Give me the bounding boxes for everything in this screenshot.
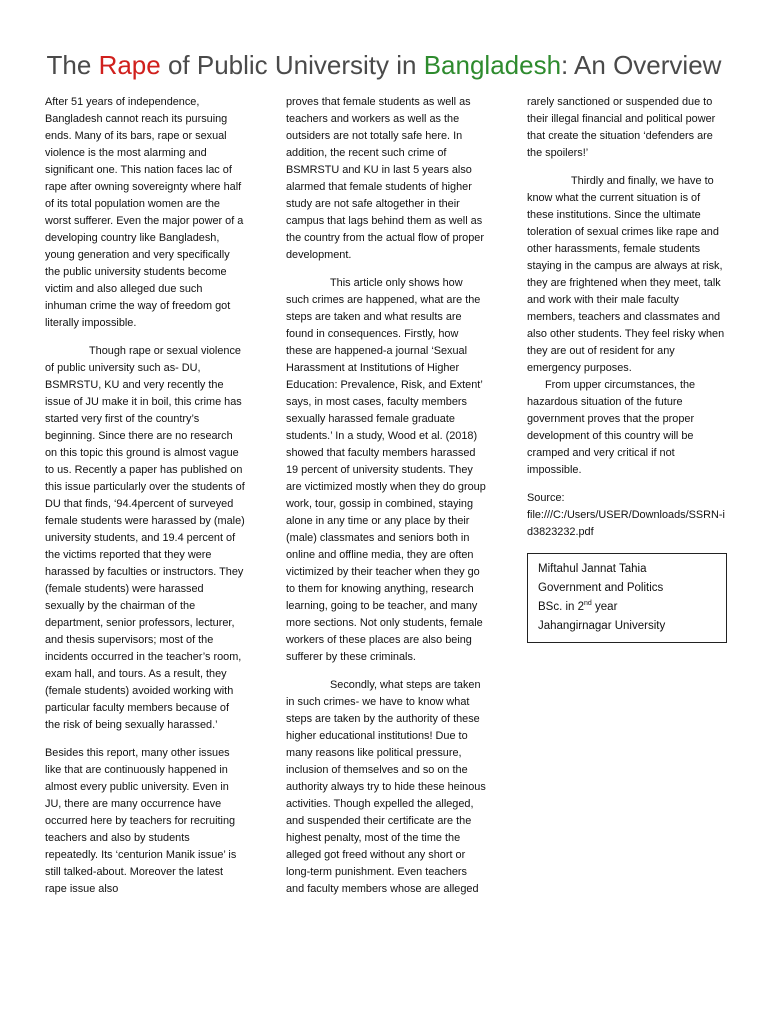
author-year <box>538 598 716 617</box>
title-part-the: The <box>46 50 99 80</box>
author-department: Government and Politics <box>538 582 664 594</box>
article-title <box>0 50 768 81</box>
paragraph-current-situation: Thirdly and finally, we have to know what the current situation is of these institutions. Since the ultimate toleration of sexual crimes like rape and other harassments, female students staying in the campus are always at risk, they are frightened when they meet, talk and work with their male faculty members, teachers and classmates and also other students. They feel risky when they are out of resident for any emergency purposes. <box>527 175 725 374</box>
source-label: Source: <box>527 492 565 504</box>
source-path: file:///C:/Users/USER/Downloads/SSRN-id3823232.pdf <box>527 509 725 538</box>
source-citation <box>527 490 727 541</box>
author-year-suffix: year <box>591 601 618 613</box>
paragraph-intro: After 51 years of independence, Bangladesh cannot reach its pursuing ends. Many of its bars, rape or sexual violence is the most alarming and significant one. This nation faces lac of rape after owning sovereignty where half of its total population women are the worst sufferer. Even the major power of a developing country like Bangladesh, young generation and very specifically the public university students become victim and also alleged due such inhuman crime the way of freedom got literally impossible. <box>45 96 244 329</box>
title-part-overview: : An Overview <box>561 50 722 80</box>
title-word-rape: Rape <box>98 50 161 80</box>
paragraph-how-happened: This article only shows how such crimes are happened, what are the steps are taken and what results are found in consequences. Firstly, how these are happened-a journal ‘Sexual Harassment at Institutions of Higher Education: Prevalence, Risk, and Extent’ says, in most cases, faculty members sexually harassed female graduate students.’ In a study, Wood et al. (2018) showed that faculty members harassed 19 percent of university students. They are victimized mostly when they do group work, tour, gossip in combined, staying alone in any time or any place by their (male) classmates and seniors both in online and offline media, they are often victimized by their teacher when they go to them for knowing anything, research learning, going to be teacher, and many more sections. Not only students, female workers of these places are also being sufferer by these criminals. <box>286 277 486 663</box>
paragraph-conclusion: From upper circumstances, the hazardous situation of the future government proves that the proper development of this country will be cramped and very critical if not impossible. <box>527 379 696 476</box>
author-university: Jahangirnagar University <box>538 620 666 632</box>
paragraph-research: Though rape or sexual violence of public university such as- DU, BSMRSTU, KU and very recently the issue of JU make it in boil, this crime has started very first of the country’s beginning. Since there are no research on this topic this ground is almost vague to us. Recently a paper has published on this issue particularly over the students of DU that finds, ‘94.4percent of surveyed female students were harassed by (male) university students, and 19.4 percent of the victims reported that they were harassed by faculties or instructors. They (female students) were harassed sexually by the chairman of the department, senior professors, lecturer, and thesis supervisors; most of the incidents occurred in the teacher’s room, exam hall, and tours. As a result, they (female students) avoided working with particular faculty members because of the risk of being sexually harassed.’ <box>45 345 245 731</box>
author-box <box>527 553 727 643</box>
paragraph-other-issues: Besides this report, many other issues like that are continuously happened in almost every public university. Even in JU, there are many occurrence have occurred here by teachers for recruiting teachers and also by students repeatedly. Its ‘centurion Manik issue’ is still talked-about. Moreover the latest rape issue also <box>45 747 237 895</box>
author-name: Miftahul Jannat Tahia <box>538 563 647 575</box>
paragraph-sanctions: rarely sanctioned or suspended due to their illegal financial and political power that create the situation ‘defenders are the spoilers!’ <box>527 96 716 159</box>
author-year-ordinal: nd <box>584 600 592 608</box>
column-right <box>527 94 727 643</box>
author-year-prefix: BSc. in 2 <box>538 601 585 613</box>
column-middle <box>286 94 486 898</box>
column-left <box>45 94 245 898</box>
paragraph-steps-taken: Secondly, what steps are taken in such crimes- we have to know what steps are taken by the authority of these higher educational institutions! Due to many reasons like political pressure, inclusion of themselves and so on the authority always try to hide these heinous activities. Though expelled the alleged, and suspended their certificate are the highest penalty, most of the time the alleged got freed without any short or long-term punishment. Even teachers and faculty members whose are alleged <box>286 679 486 895</box>
title-word-bangladesh: Bangladesh <box>423 50 562 80</box>
paragraph-safety: proves that female students as well as teachers and workers as well as the outsiders are not totally safe here. In addition, the recent such crime of BSMRSTU and KU in last 5 years also alarmed that female students of higher study are not safe altogether in their campus that lags behind them as well as the country from the actual flow of proper development. <box>286 96 484 261</box>
title-part-middle: of Public University in <box>160 50 424 80</box>
